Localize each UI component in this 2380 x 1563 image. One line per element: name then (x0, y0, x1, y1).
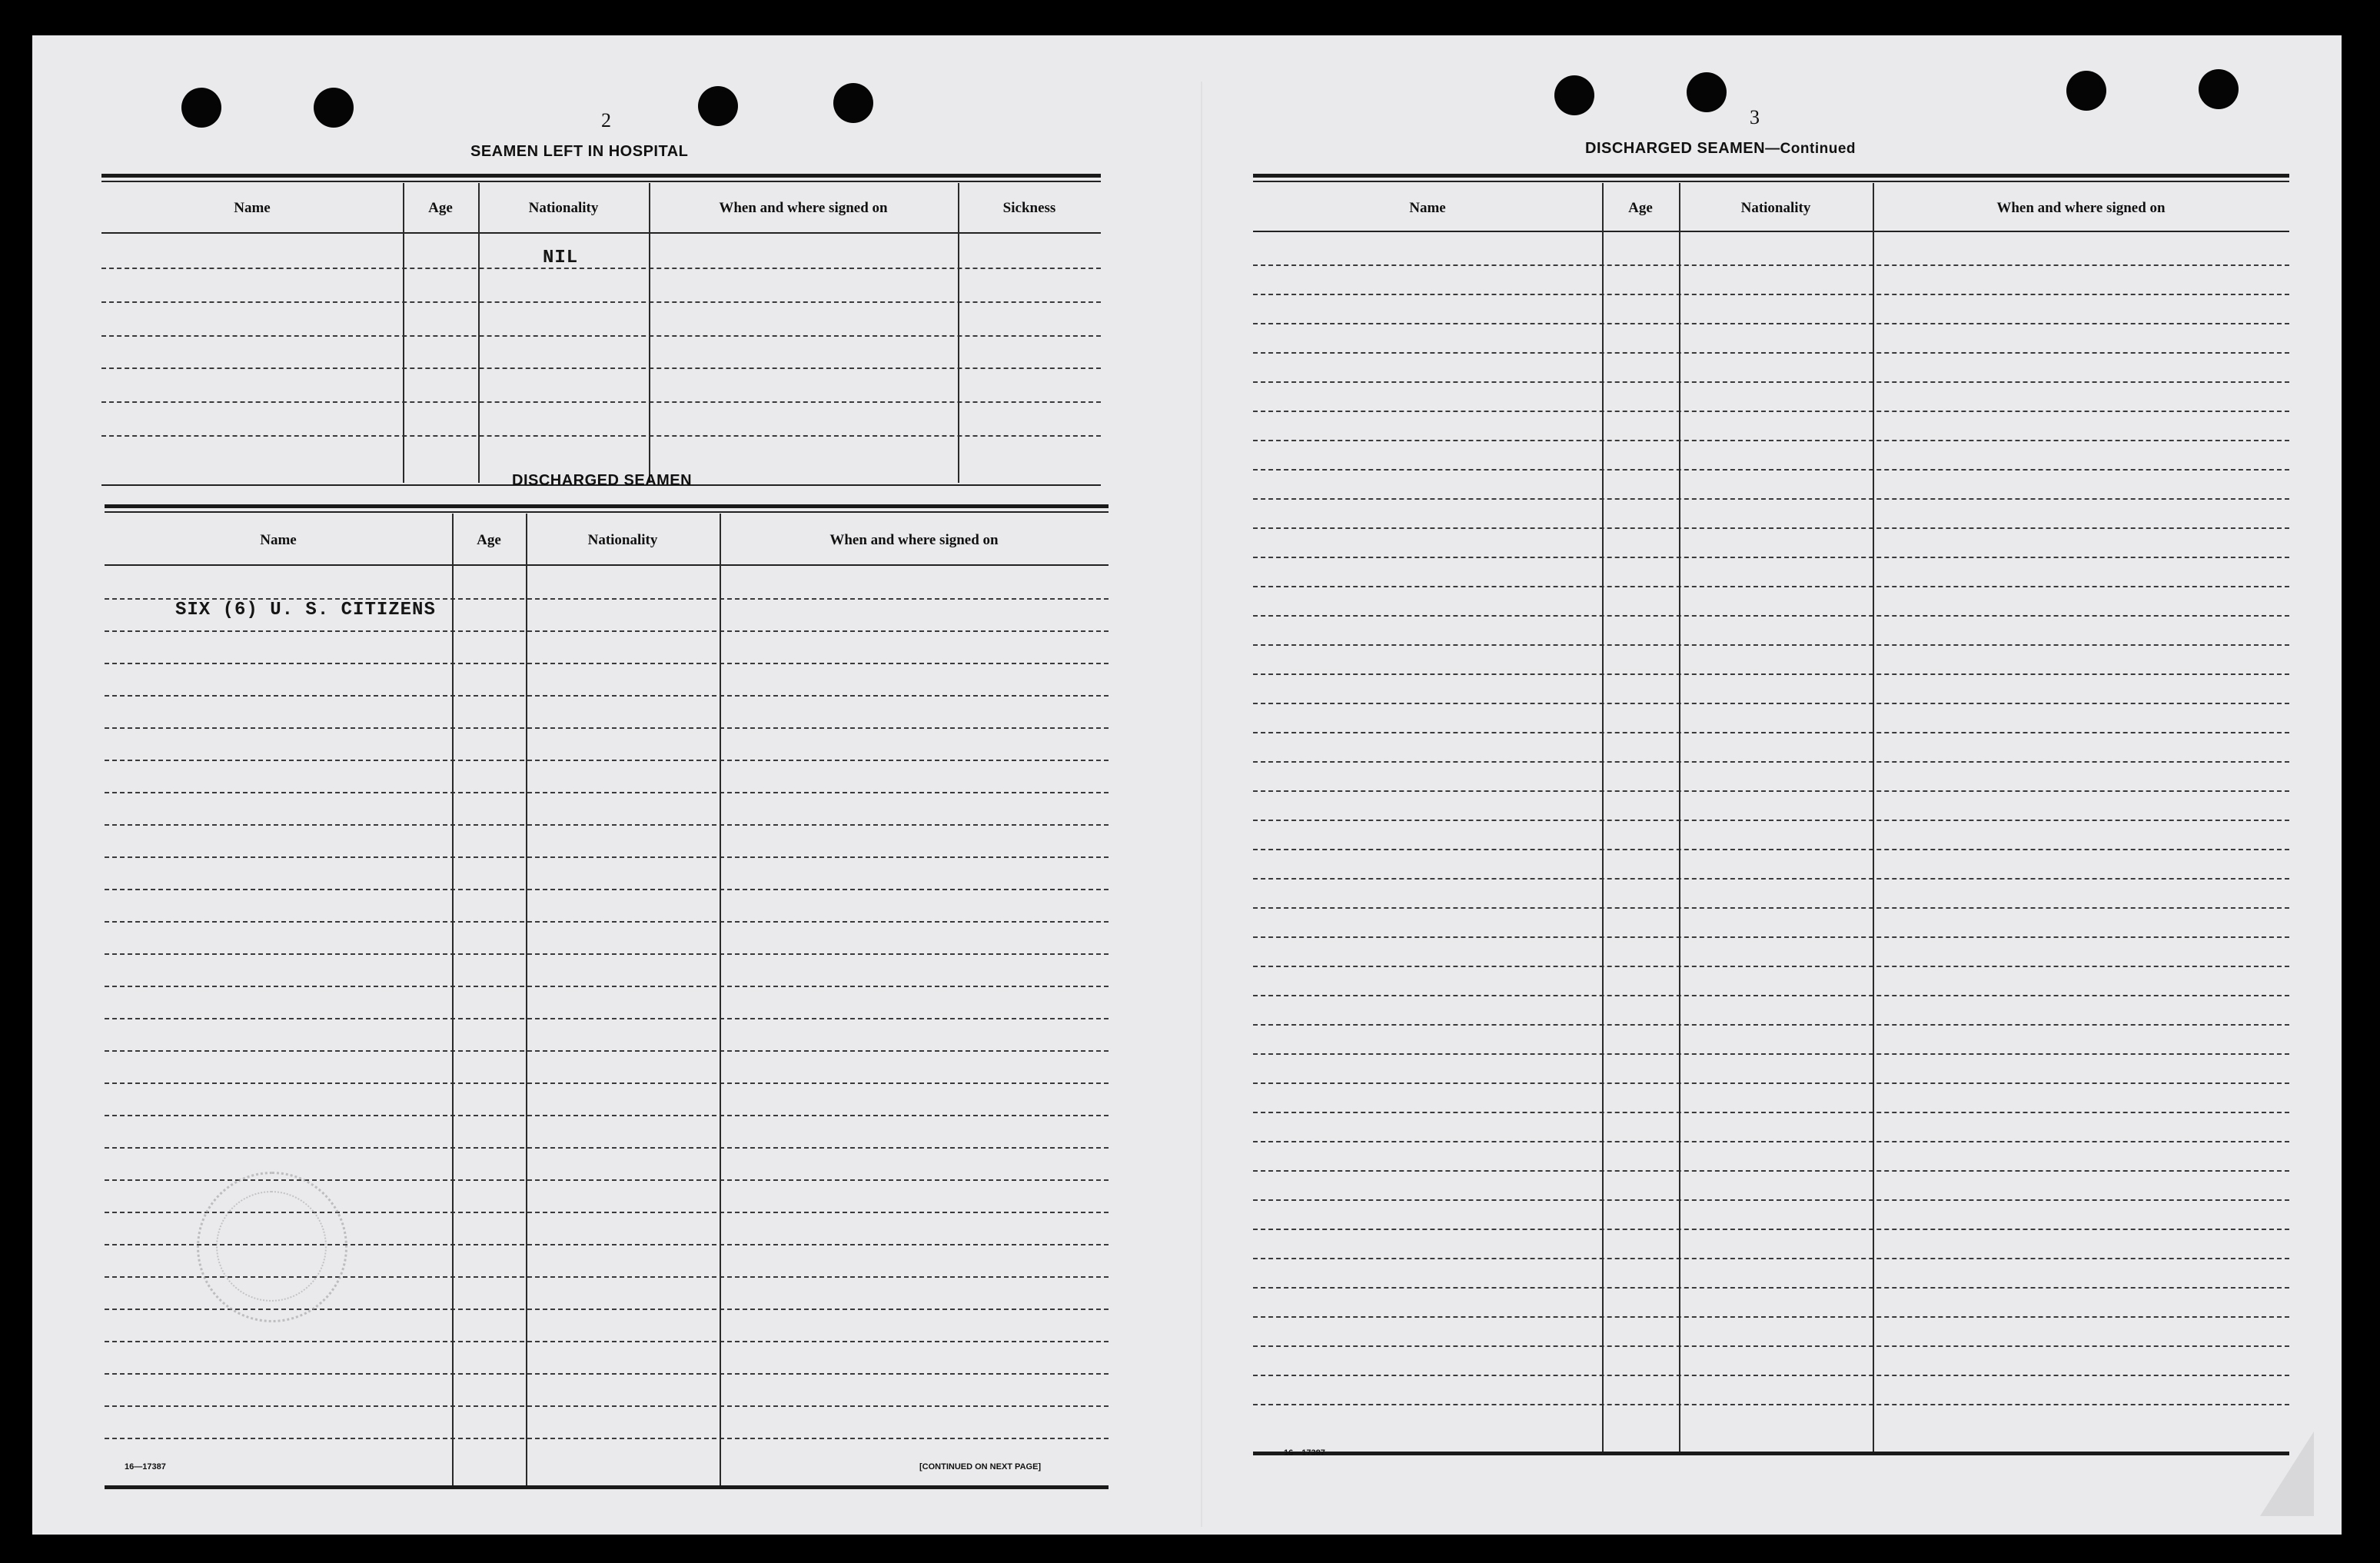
page-number: 3 (1750, 106, 1760, 128)
form-number: 16—17387 (1284, 1448, 1325, 1458)
column-header-signed-on: When and where signed on (1996, 200, 2166, 216)
title-main: DISCHARGED SEAMEN (1585, 140, 1766, 157)
column-header-age: Age (428, 200, 453, 216)
continued-note: [CONTINUED ON NEXT PAGE] (919, 1462, 1042, 1472)
punch-hole (2066, 71, 2106, 111)
page-fold (1201, 81, 1202, 1527)
column-header-sickness: Sickness (1002, 200, 1056, 216)
document-sheet (32, 35, 2342, 1535)
punch-hole (314, 88, 354, 128)
hospital-section-title: SEAMEN LEFT IN HOSPITAL (470, 143, 689, 160)
folded-corner (2260, 1432, 2314, 1516)
page-number: 2 (601, 109, 611, 131)
discharged-table (105, 504, 1109, 1496)
column-header-age: Age (1628, 200, 1653, 216)
punch-hole (1554, 75, 1594, 115)
column-header-nationality: Nationality (587, 532, 658, 548)
discharged-continued-table (1253, 174, 2289, 1473)
discharged-entry: SIX (6) U. S. CITIZENS (175, 600, 436, 620)
title-sub: —Continued (1765, 141, 1856, 157)
punch-hole (2199, 69, 2239, 109)
column-header-signed-on: When and where signed on (829, 532, 999, 548)
punch-hole (698, 86, 738, 126)
column-header-name: Name (260, 532, 297, 548)
discharged-continued-title (1585, 140, 1856, 158)
column-header-name: Name (234, 200, 271, 216)
discharged-section-title: DISCHARGED SEAMEN (512, 472, 693, 489)
column-header-nationality: Nationality (528, 200, 599, 216)
punch-hole (1687, 72, 1727, 112)
column-header-age: Age (477, 532, 501, 548)
hospital-table (101, 174, 1101, 489)
column-header-nationality: Nationality (1740, 200, 1811, 216)
punch-hole (181, 88, 221, 128)
column-header-name: Name (1409, 200, 1446, 216)
column-header-signed-on: When and where signed on (719, 200, 888, 216)
form-number: 16—17387 (125, 1462, 166, 1472)
punch-hole (833, 83, 873, 123)
official-stamp (197, 1172, 347, 1322)
hospital-entry: NIL (543, 248, 579, 268)
